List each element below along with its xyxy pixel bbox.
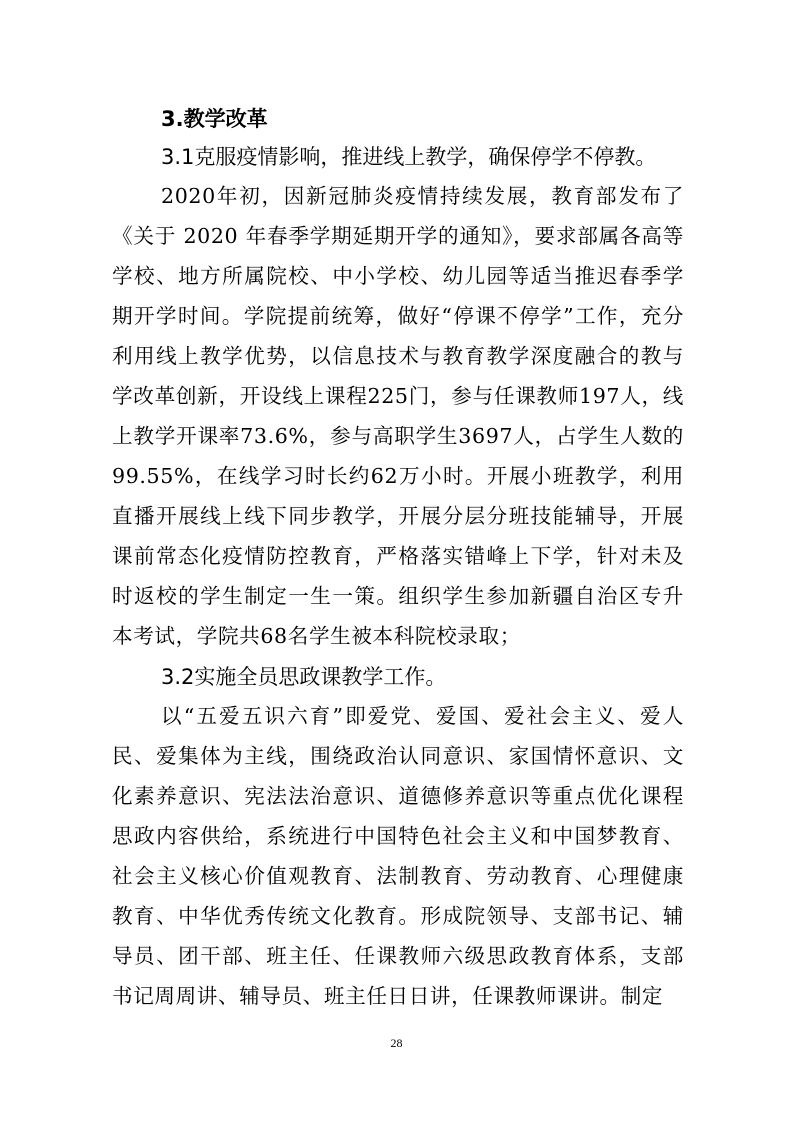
subsection-number-2: 3.2 — [161, 665, 195, 689]
subsection-heading-2 — [112, 658, 684, 696]
subsection-number-1: 3.1 — [161, 145, 195, 169]
section-heading: 3.教学改革 — [161, 107, 268, 131]
subsection-title-1: 克服疫情影响，推进线上教学，确保停学不停教。 — [194, 145, 657, 169]
page-number: 28 — [390, 1036, 403, 1050]
page-body — [112, 100, 684, 1016]
subsection-heading-1 — [112, 138, 684, 176]
paragraph-ideological-education: 以“五爱五识六育”即爱党、爱国、爱社会主义、爱人民、爱集体为主线，围绕政治认同意识、家国情怀意识、文化素养意识、宪法法治意识、道德修养意识等重点优化课程思政内容供给，系统进行中国特色社会主义和中国梦教育、社会主义核心价值观教育、法制教育、劳动教育、心理健康教育、中华优秀传统文化教育。形成院领导、支部书记、辅导员、团干部、班主任、任课教师六级思政教育体系，支部书记周周讲、辅导员、班主任日日讲，任课教师课讲。制定 — [112, 704, 684, 1008]
subsection-title-2: 实施全员思政课教学工作。 — [194, 665, 447, 689]
paragraph-online-teaching: 2020年初，因新冠肺炎疫情持续发展，教育部发布了《关于 2020 年春季学期延期开学的通知》，要求部属各高等学校、地方所属院校、中小学校、幼儿园等适当推迟春季学期开学时间。学院提前统筹，做好“停课不停学”工作，充分利用线上教学优势，以信息技术与教育教学深度融合的教与学改革创新，开设线上课程225门，参与任课教师197人，线上教学开课率73.6%，参与高职学生3697人，占学生人数的99.55%，在线学习时长约62万小时。开展小班教学，利用直播开展线上线下同步教学，开展分层分班技能辅导，开展课前常态化疫情防控教育，严格落实错峰上下学，针对未及时返校的学生制定一生一策。组织学生参加新疆自治区专升本考试，学院共68名学生被本科院校录取； — [112, 184, 684, 648]
